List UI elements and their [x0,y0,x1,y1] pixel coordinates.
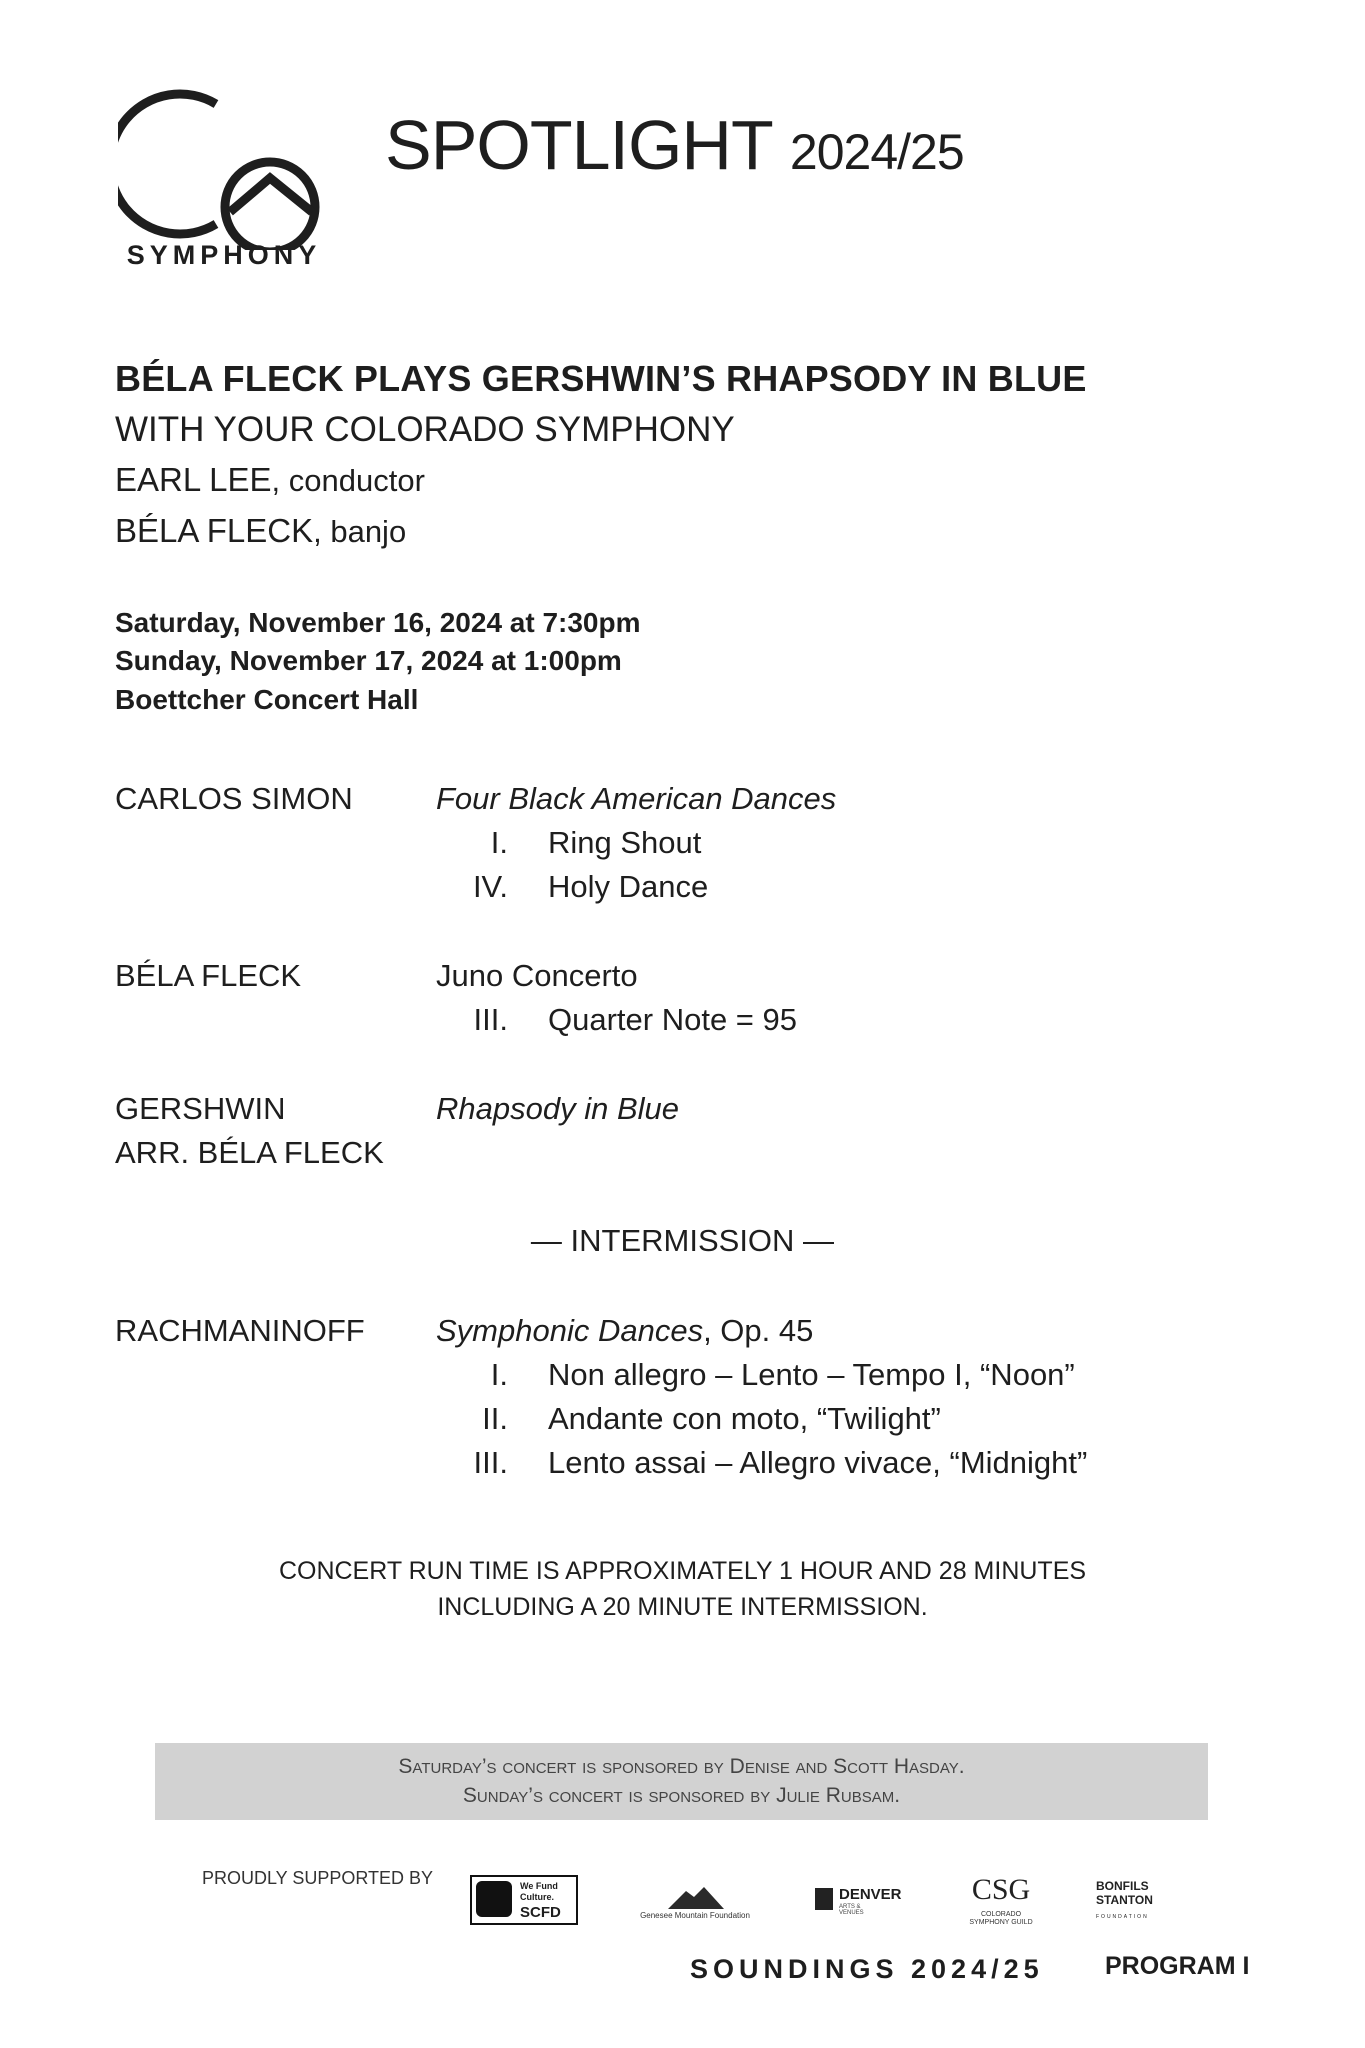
concert-venue: Boettcher Concert Hall [115,684,419,715]
sponsor-band [155,1743,1208,1820]
bonfils-line1: BONFILS [1096,1879,1149,1893]
movement-title: Quarter Note = 95 [548,1002,797,1037]
runtime-line: INCLUDING A 20 MINUTE INTERMISSION. [437,1593,928,1621]
spotlight-label: SPOTLIGHT [385,106,772,184]
denver-sub: ARTS & VENUES [839,1904,864,1916]
colorado-symphony-logo-icon [118,84,338,250]
concert-title: BÉLA FLECK PLAYS GERSHWIN’S RHAPSODY IN BLUE [115,358,1087,399]
intermission: — INTERMISSION — [530,1223,835,1258]
concert-subtitle: WITH YOUR COLORADO SYMPHONY [115,410,735,449]
genesee-name: Genesee Mountain Foundation [640,1911,750,1920]
scfd-tagline-2: Culture. [520,1892,555,1902]
runtime-line: CONCERT RUN TIME IS APPROXIMATELY 1 HOUR AND 28 MINUTES [278,1557,1087,1585]
mountain-icon [668,1885,724,1909]
movement-title: Ring Shout [548,825,702,860]
concert-date-saturday: Saturday, November 16, 2024 at 7:30pm [115,607,641,638]
work-fleck: Juno Concerto [436,958,638,993]
movement-title: Non allegro – Lento – Tempo I, “Noon” [548,1357,1075,1392]
program-number: PROGRAM I [1105,1952,1250,1980]
movement-number: II. [482,1401,508,1436]
performer-role: , banjo [313,514,407,549]
bonfils-sub: FOUNDATION [1096,1914,1149,1920]
scfd-name: SCFD [520,1904,561,1921]
performer-role: , conductor [271,463,425,498]
bonfils-logo [1096,1879,1153,1924]
supported-by-label: PROUDLY SUPPORTED BY [202,1868,434,1888]
movement-title: Andante con moto, “Twilight” [548,1401,941,1436]
work-title: Symphonic Dances [436,1313,704,1348]
movement-title: Lento assai – Allegro vivace, “Midnight” [548,1445,1088,1480]
logo-wordmark: SYMPHONY [126,240,322,270]
movement-number: III. [473,1002,508,1037]
performer-name: BÉLA FLECK [115,512,314,549]
scfd-tagline-1: We Fund [520,1881,558,1891]
csg-sub: COLORADO SYMPHONY GUILD [969,1911,1033,1926]
concert-date-sunday: Sunday, November 17, 2024 at 1:00pm [115,645,622,676]
sponsor-sunday: Sunday’s concert is sponsored by Julie Rubsam. [462,1784,901,1807]
work-opus: , Op. 45 [703,1313,814,1348]
movement-number: I. [490,825,508,860]
composer-fleck: BÉLA FLECK [115,958,302,993]
performer-soloist [115,512,406,550]
work-simon: Four Black American Dances [436,781,837,816]
genesee-logo [640,1885,750,1925]
composer-gershwin: GERSHWIN [115,1091,286,1126]
scfd-tagline [520,1881,558,1903]
composer-simon: CARLOS SIMON [115,781,353,816]
denver-name: DENVER [839,1886,902,1903]
movement-title: Holy Dance [548,869,709,904]
soundings-footer: SOUNDINGS 2024/25 [690,1954,1044,1984]
spotlight-season: 2024/25 [789,124,964,180]
composer-rachmaninoff: RACHMANINOFF [115,1313,365,1348]
performer-name: EARL LEE [115,461,272,498]
arranger-gershwin: ARR. BÉLA FLECK [115,1135,384,1170]
scfd-logo [470,1875,578,1925]
movement-number: IV. [472,869,508,904]
movement-number: I. [490,1357,508,1392]
spotlight-heading [385,105,964,185]
movement-number: III. [473,1445,508,1480]
work-rachmaninoff [436,1313,813,1349]
csg-monogram: CSG [971,1873,1031,1906]
bonfils-line2: STANTON [1096,1893,1153,1907]
denver-mark-icon [815,1888,833,1910]
performer-conductor [115,461,425,499]
bear-icon [476,1881,512,1917]
sponsor-saturday: Saturday’s concert is sponsored by Denise and Scott Hasday. [398,1755,965,1778]
work-gershwin: Rhapsody in Blue [436,1091,679,1126]
